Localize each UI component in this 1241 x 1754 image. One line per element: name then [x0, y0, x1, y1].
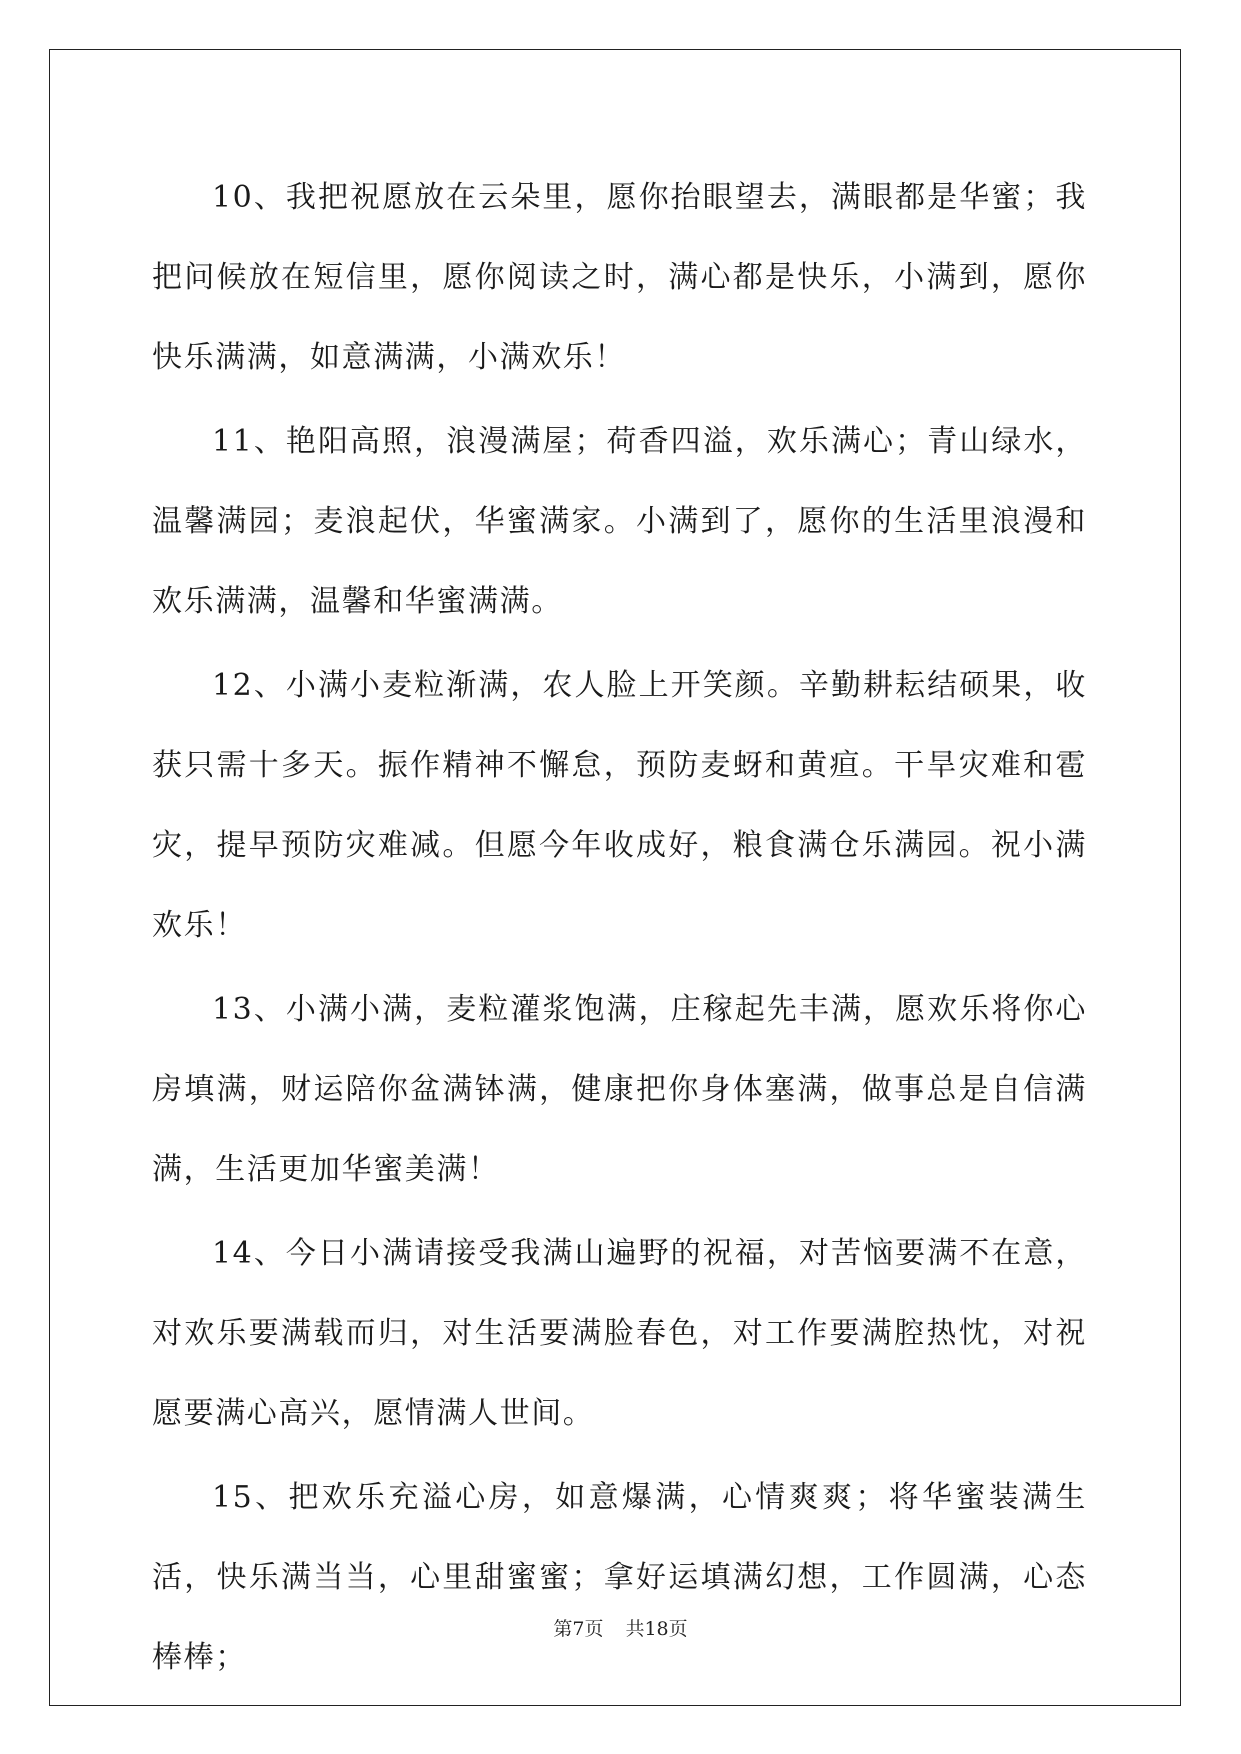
document-body — [152, 158, 1087, 1702]
paragraph-10: 10、我把祝愿放在云朵里，愿你抬眼望去，满眼都是华蜜；我把问候放在短信里，愿你阅读之时，满心都是快乐，小满到，愿你快乐满满，如意满满，小满欢乐！ — [152, 180, 1087, 375]
paragraph-11: 11、艳阳高照，浪漫满屋；荷香四溢，欢乐满心；青山绿水，温馨满园；麦浪起伏，华蜜满家。小满到了，愿你的生活里浪漫和欢乐满满，温馨和华蜜满满。 — [152, 424, 1087, 619]
paragraph-13: 13、小满小满，麦粒灌浆饱满，庄稼起先丰满，愿欢乐将你心房填满，财运陪你盆满钵满，健康把你身体塞满，做事总是自信满满，生活更加华蜜美满！ — [152, 992, 1087, 1187]
total-pages: 共18页 — [625, 1618, 688, 1640]
paragraph-15: 15、把欢乐充溢心房，如意爆满，心情爽爽；将华蜜装满生活，快乐满当当，心里甜蜜蜜；拿好运填满幻想，工作圆满，心态棒棒； — [152, 1480, 1087, 1675]
paragraph-14: 14、今日小满请接受我满山遍野的祝福，对苦恼要满不在意，对欢乐要满载而归，对生活要满脸春色，对工作要满腔热忱，对祝愿要满心高兴，愿情满人世间。 — [152, 1236, 1087, 1431]
page-number: 第7页 — [553, 1618, 604, 1640]
page-footer — [0, 1614, 1241, 1641]
paragraph-12: 12、小满小麦粒渐满，农人脸上开笑颜。辛勤耕耘结硕果，收获只需十多天。振作精神不懈怠，预防麦蚜和黄疸。干旱灾难和雹灾，提早预防灾难减。但愿今年收成好，粮食满仓乐满园。祝小满欢乐！ — [152, 668, 1087, 943]
